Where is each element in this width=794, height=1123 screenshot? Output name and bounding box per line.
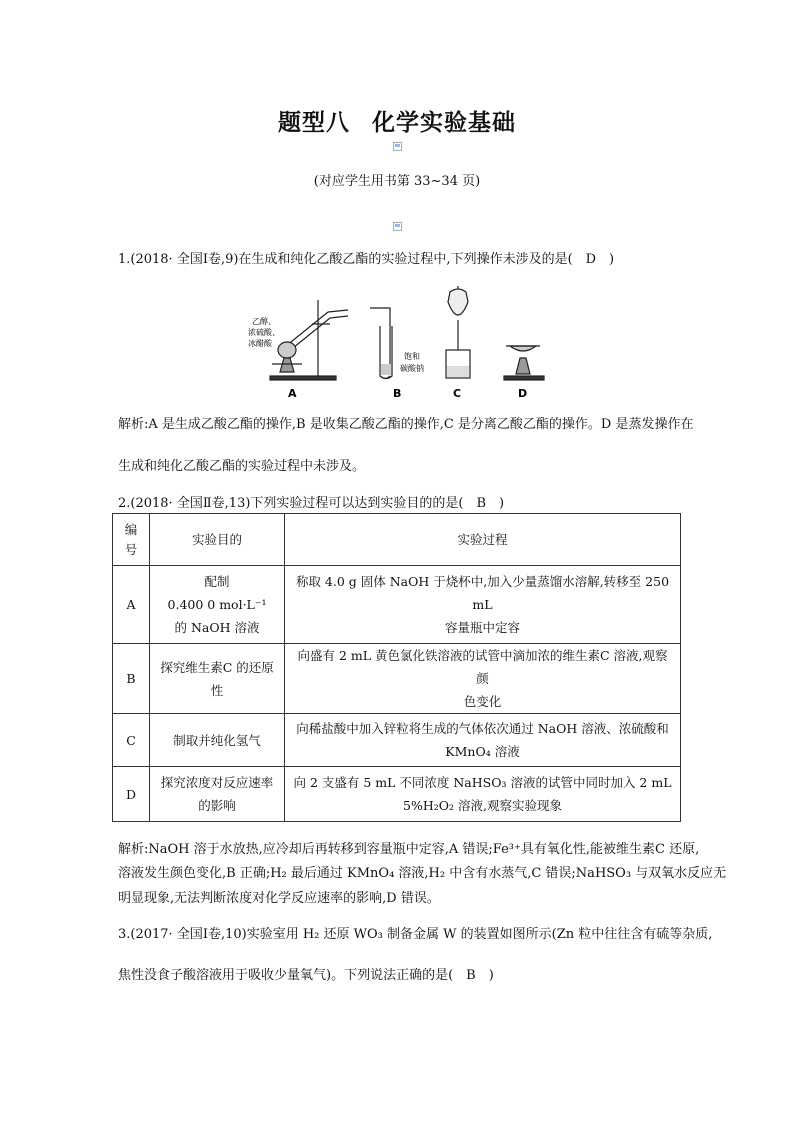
header-number: 编 号 (113, 514, 150, 566)
q1-analysis-line-1: 解析:A 是生成乙酸乙酯的操作,B 是收集乙酸乙酯的操作,C 是分离乙酸乙酯的操作。D 是蒸发操作在 (118, 417, 694, 432)
reagent-label-2: 浓硫酸、 (248, 328, 280, 337)
image-placeholder-icon (393, 222, 402, 231)
table-row (113, 714, 681, 767)
reagent-label-1: 乙醇、 (252, 317, 276, 326)
row-id: D (113, 767, 150, 822)
table-row (113, 566, 681, 644)
figure-label-a: A (288, 387, 297, 400)
reagent-label-3: 冰醋酸 (248, 339, 272, 348)
q1-apparatus-figure (240, 280, 560, 405)
apparatus-c (446, 286, 470, 378)
figure-label-b: B (393, 387, 402, 400)
saturated-label-1: 饱和 (404, 352, 420, 361)
q2-analysis-line-3: 明显现象,无法判断浓度对化学反应速率的影响,D 错误。 (118, 891, 440, 906)
row-purpose: 制取并纯化氢气 (150, 714, 285, 767)
row-process: 向稀盐酸中加入锌粒将生成的气体依次通过 NaOH 溶液、浓硫酸和 KMnO₄ 溶液 (285, 714, 681, 767)
table-header-row (113, 514, 681, 566)
row-process: 向盛有 2 mL 黄色氯化铁溶液的试管中滴加浓的维生素C 溶液,观察颜 色变化 (285, 644, 681, 714)
row-process: 称取 4.0 g 固体 NaOH 于烧杯中,加入少量蒸馏水溶解,转移至 250 mL 容量瓶中定容 (285, 566, 681, 644)
image-placeholder-icon (393, 142, 402, 151)
row-id: A (113, 566, 150, 644)
q2-analysis-line-2: 溶液发生颜色变化,B 正确;H₂ 最后通过 KMnO₄ 溶液,H₂ 中含有水蒸气,C 错误;NaHSO₃ 与双氧水反应无 (118, 866, 727, 881)
header-process: 实验过程 (285, 514, 681, 566)
title-part-a: 题型八 (278, 110, 350, 136)
saturated-label-2: 碳酸钠 (400, 364, 424, 373)
q2-experiment-table (112, 513, 681, 822)
title-part-b: 化学实验基础 (372, 110, 516, 136)
apparatus-d (504, 346, 544, 380)
page-title (0, 104, 794, 137)
apparatus-a (270, 300, 348, 380)
q1-stem: 1.(2018· 全国Ⅰ卷,9)在生成和纯化乙酸乙酯的实验过程中,下列操作未涉及的是( D ) (118, 252, 615, 267)
apparatus-b (370, 308, 392, 379)
row-purpose: 配制 0.400 0 mol·L⁻¹ 的 NaOH 溶液 (150, 566, 285, 644)
q3-stem-line-1: 3.(2017· 全国Ⅰ卷,10)实验室用 H₂ 还原 WO₃ 制备金属 W 的装置如图所示(Zn 粒中往往含有硫等杂质, (118, 927, 713, 942)
q2-analysis-line-1: 解析:NaOH 溶于水放热,应冷却后再转移到容量瓶中定容,A 错误;Fe³⁺具有氧化性,能被维生素C 还原, (118, 842, 700, 857)
figure-label-d: D (518, 387, 528, 400)
row-id: B (113, 644, 150, 714)
figure-label-c: C (453, 387, 462, 400)
table-row (113, 767, 681, 822)
row-id: C (113, 714, 150, 767)
q3-stem-line-2: 焦性没食子酸溶液用于吸收少量氧气)。下列说法正确的是( B ) (118, 968, 494, 983)
header-purpose: 实验目的 (150, 514, 285, 566)
subtitle: (对应学生用书第 33~34 页) (313, 174, 481, 189)
q1-analysis-line-2: 生成和纯化乙酸乙酯的实验过程中未涉及。 (118, 459, 366, 474)
row-process: 向 2 支盛有 5 mL 不同浓度 NaHSO₃ 溶液的试管中同时加入 2 mL 5%H₂O₂ 溶液,观察实验现象 (285, 767, 681, 822)
table-row (113, 644, 681, 714)
row-purpose: 探究浓度对反应速率 的影响 (150, 767, 285, 822)
q2-stem: 2.(2018· 全国Ⅱ卷,13)下列实验过程可以达到实验目的的是( B ) (118, 496, 505, 511)
row-purpose: 探究维生素C 的还原 性 (150, 644, 285, 714)
